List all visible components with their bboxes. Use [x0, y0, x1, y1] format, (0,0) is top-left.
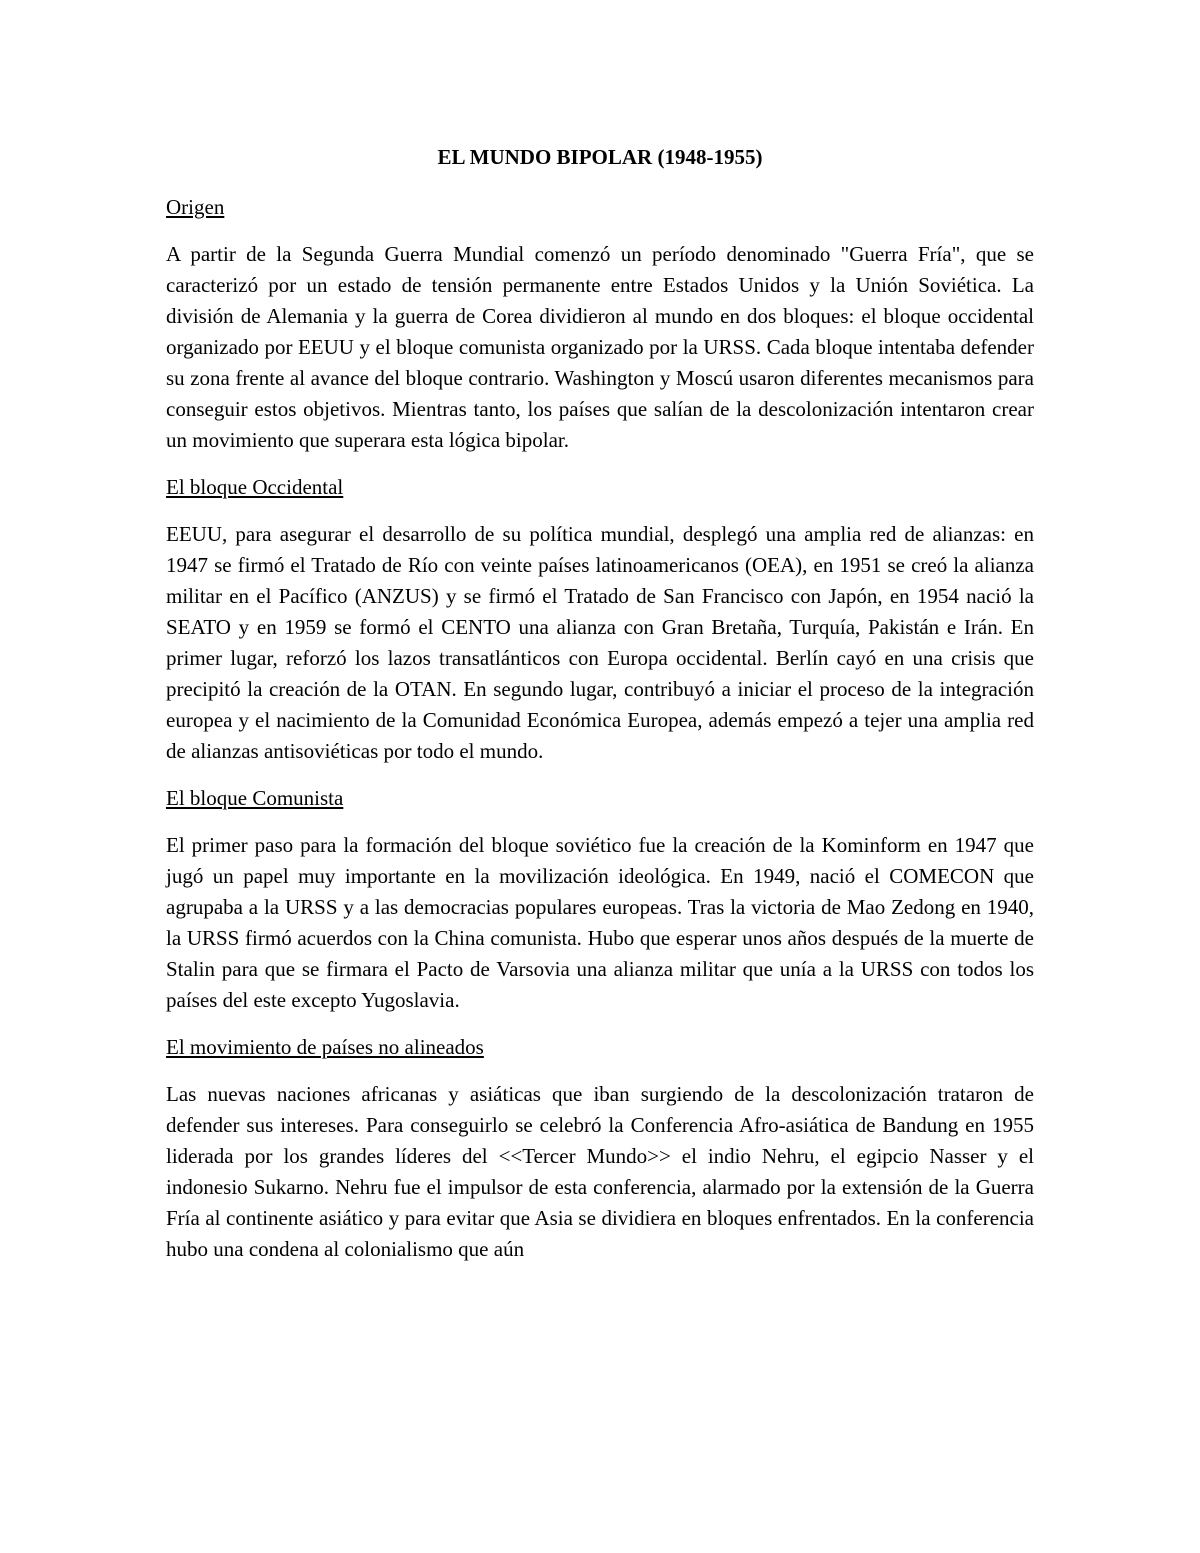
section-heading: El movimiento de países no alineados — [166, 1035, 484, 1059]
section-heading: El bloque Comunista — [166, 786, 344, 810]
section-heading: Origen — [166, 195, 225, 219]
section-paragraph: Las nuevas naciones africanas y asiáticas que iban surgiendo de la descolonización trataron de defender sus intereses. Para conseguirlo se celebró la Conferencia Afro-asiática de Bandung en 1955 liderada por los grandes líderes del <<Tercer Mundo>> el indio Nehru, el egipcio Nasser y el indonesio Sukarno. Nehru fue el impulsor de esta conferencia, alarmado por la extensión de la Guerra Fría al continente asiático y para evitar que Asia se dividiera en bloques enfrentados. En la conferencia hubo una condena al colonialismo que aún — [166, 1082, 1034, 1261]
section-paragraph: EEUU, para asegurar el desarrollo de su política mundial, desplegó una amplia red de alianzas: en 1947 se firmó el Tratado de Río con veinte países latinoamericanos (OEA), en 1951 se creó la alianza militar en el Pacífico (ANZUS) y se firmó el Tratado de San Francisco con Japón, en 1954 nació la SEATO y en 1959 se formó el CENTO una alianza con Gran Bretaña, Turquía, Pakistán e Irán. En primer lugar, reforzó los lazos transatlánticos con Europa occidental. Berlín cayó en una crisis que precipitó la creación de la OTAN. En segundo lugar, contribuyó a iniciar el proceso de la integración europea y el nacimiento de la Comunidad Económica Europea, además empezó a tejer una amplia red de alianzas antisoviéticas por todo el mundo. — [166, 522, 1034, 763]
section-origen — [166, 192, 1034, 456]
section-no-alineados — [166, 1032, 1034, 1265]
section-paragraph: A partir de la Segunda Guerra Mundial comenzó un período denominado "Guerra Fría", que se caracterizó por un estado de tensión permanente entre Estados Unidos y la Unión Soviética. La división de Alemania y la guerra de Corea dividieron al mundo en dos bloques: el bloque occidental organizado por EEUU y el bloque comunista organizado por la URSS. Cada bloque intentaba defender su zona frente al avance del bloque contrario. Washington y Moscú usaron diferentes mecanismos para conseguir estos objetivos. Mientras tanto, los países que salían de la descolonización intentaron crear un movimiento que superara esta lógica bipolar. — [166, 242, 1034, 452]
document-body — [166, 140, 1034, 1281]
section-paragraph: El primer paso para la formación del bloque soviético fue la creación de la Kominform en 1947 que jugó un papel muy importante en la movilización ideológica. En 1949, nació el COMECON que agrupaba a la URSS y a las democracias populares europeas. Tras la victoria de Mao Zedong en 1940, la URSS firmó acuerdos con la China comunista. Hubo que esperar unos años después de la muerte de Stalin para que se firmara el Pacto de Varsovia una alianza militar que unía a la URSS con todos los países del este excepto Yugoslavia. — [166, 833, 1034, 1012]
section-bloque-comunista — [166, 783, 1034, 1016]
document-title: EL MUNDO BIPOLAR (1948-1955) — [437, 145, 763, 169]
section-bloque-occidental — [166, 472, 1034, 767]
section-heading: El bloque Occidental — [166, 475, 344, 499]
